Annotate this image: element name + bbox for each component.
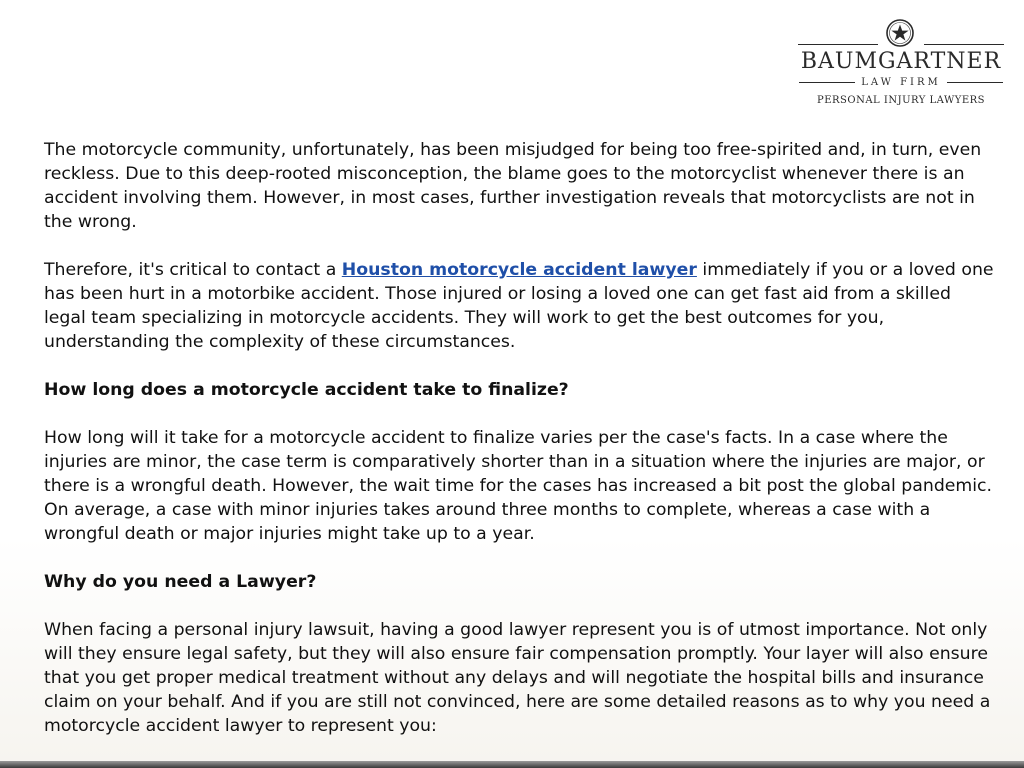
logo-tagline: PERSONAL INJURY LAWYERS xyxy=(816,95,986,106)
contact-text-after: immediately if you or a loved one has been hurt in a motorbike accident. Those injured or losing a loved one can get fast aid from a skilled legal team specializing in motorcycle accidents. They will work to get the best outcomes for you, understanding the complexity of these circumstances. xyxy=(44,260,994,352)
logo-firm-name: BAUMGARTNER xyxy=(800,49,1002,74)
article-body xyxy=(44,138,994,762)
logo-subtitle-row xyxy=(790,75,1012,89)
houston-lawyer-link[interactable]: Houston motorcycle accident lawyer xyxy=(341,260,697,280)
footer-bar xyxy=(0,761,1024,768)
finalize-heading: How long does a motorcycle accident take to finalize? xyxy=(44,380,569,400)
why-lawyer-heading: Why do you need a Lawyer? xyxy=(44,572,317,592)
logo-dash-left xyxy=(799,82,855,83)
contact-text-before: Therefore, it's critical to contact a xyxy=(44,260,342,280)
logo-subtitle: LAW FIRM xyxy=(861,76,941,88)
star-seal-icon xyxy=(885,18,915,48)
logo-dash-right xyxy=(947,82,1003,83)
logo-emblem-row xyxy=(790,14,1012,48)
finalize-paragraph: How long will it take for a motorcycle accident to finalize varies per the case's facts. In a case where the injuries are minor, the case term is comparatively shorter than in a situation where the injuries are major, or there is a wrongful death. However, the wait time for the cases has increased a bit post the global pandemic. On average, a case with minor injuries takes around three months to complete, whereas a case with a wrongful death or major injuries might take up to a year. xyxy=(44,428,993,544)
intro-paragraph: The motorcycle community, unfortunately, has been misjudged for being too free-spirited and, in turn, even reckless. Due to this deep-rooted misconception, the blame goes to the motorcyclist whenever there is an accident involving them. However, in most cases, further investigation reveals that motorcyclists are not in the wrong. xyxy=(44,140,982,232)
logo-rule-right xyxy=(924,44,1004,45)
contact-paragraph xyxy=(44,258,994,354)
firm-logo xyxy=(790,14,1012,110)
why-lawyer-paragraph: When facing a personal injury lawsuit, having a good lawyer represent you is of utmost importance. Not only will they ensure legal safety, but they will also ensure fair compensation promptly. Your layer will also ensure that you get proper medical treatment without any delays and will negotiate the hospital bills and insurance claim on your behalf. And if you are still not convinced, here are some detailed reasons as to why you need a motorcycle accident lawyer to represent you: xyxy=(44,620,991,736)
logo-rule-left xyxy=(798,44,878,45)
